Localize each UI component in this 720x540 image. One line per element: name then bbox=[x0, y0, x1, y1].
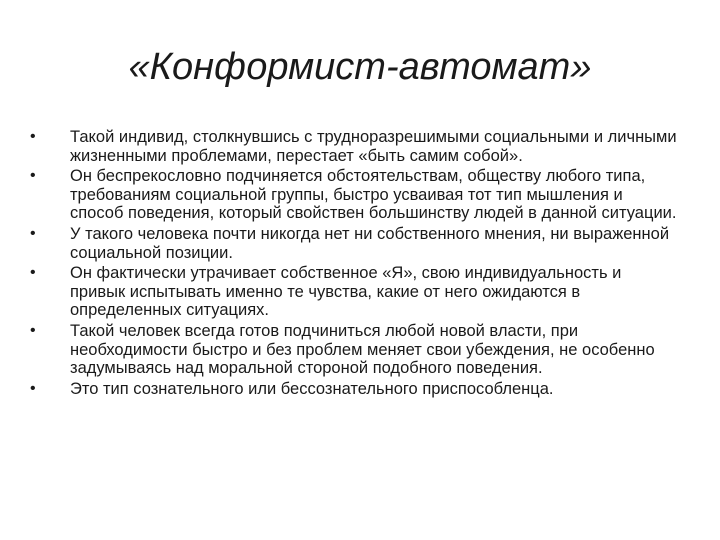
list-item bbox=[30, 264, 680, 320]
bullet-icon: • bbox=[30, 321, 36, 339]
bullet-icon: • bbox=[30, 264, 36, 282]
list-item bbox=[30, 128, 680, 165]
bullet-icon: • bbox=[30, 379, 36, 397]
bullet-text: Он беспрекословно подчиняется обстоятельствам, обществу любого типа, требованиям социальной группы, быстро усваивая тот тип мышления и способ поведения, который свойствен большинству людей в данной ситуации. bbox=[70, 167, 677, 223]
bullet-icon: • bbox=[30, 167, 36, 185]
slide-title: «Конформист-автомат» bbox=[128, 46, 592, 88]
bullet-list bbox=[30, 128, 680, 400]
bullet-text: Такой человек всегда готов подчиниться любой новой власти, при необходимости быстро и без проблем меняет свои убеждения, не особенно задумываясь над моральной стороной подобного поведения. bbox=[70, 321, 655, 378]
list-item bbox=[30, 322, 680, 378]
list-item bbox=[30, 167, 680, 223]
list-item bbox=[30, 225, 680, 262]
bullet-icon: • bbox=[30, 224, 36, 242]
bullet-text: Он фактически утрачивает собственное «Я», свою индивидуальность и привык испытывать именно те чувства, какие от него ожидаются в определенных ситуациях. bbox=[70, 264, 622, 320]
bullet-text: У такого человека почти никогда нет ни собственного мнения, ни выраженной социальной позиции. bbox=[70, 224, 670, 262]
list-item bbox=[30, 380, 680, 399]
bullet-text: Это тип сознательного или бессознательного приспособленца. bbox=[70, 379, 554, 398]
bullet-text: Такой индивид, столкнувшись с трудноразрешимыми социальными и личными жизненными проблемами, перестает «быть самим собой». bbox=[70, 128, 677, 165]
bullet-icon: • bbox=[30, 128, 36, 145]
